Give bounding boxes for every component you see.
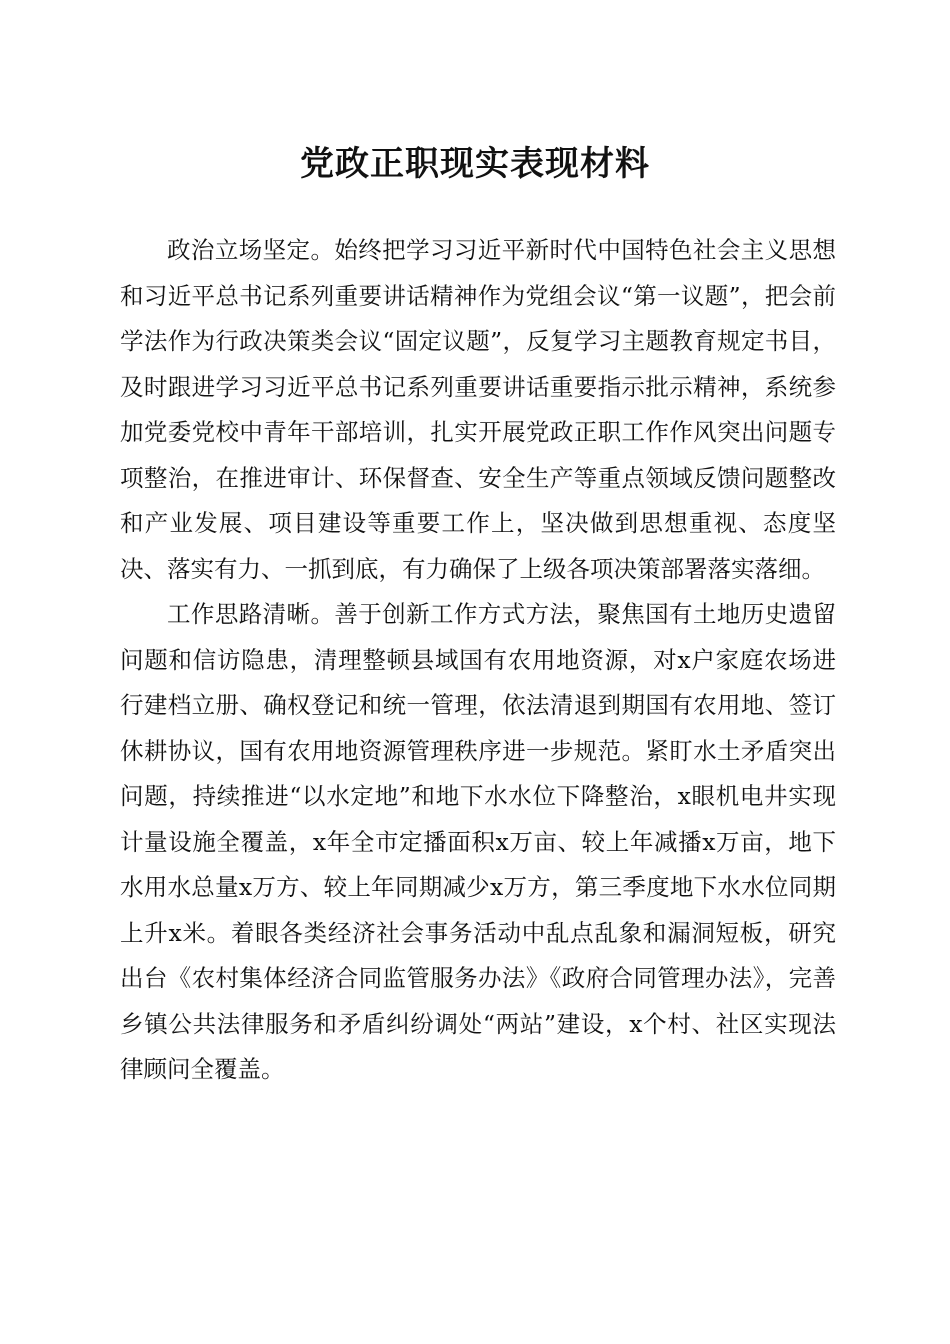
document-title: 党政正职现实表现材料 [300, 144, 650, 184]
document-body [120, 228, 836, 1093]
paragraph-work-approach: 工作思路清晰。善于创新工作方式方法，聚焦国有土地历史遗留问题和信访隐患，清理整顿县域国有农用地资源，对x户家庭农场进行建档立册、确权登记和统一管理，依法清退到期国有农用地、签订休耕协议，国有农用地资源管理秩序进一步规范。紧盯水土矛盾突出问题，持续推进“以水定地”和地下水水位下降整治，x眼机电井实现计量设施全覆盖，x年全市定播面积x万亩、较上年减播x万亩，地下水用水总量x万方、较上年同期减少x万方，第三季度地下水水位同期上升x米。着眼各类经济社会事务活动中乱点乱象和漏洞短板，研究出台《农村集体经济合同监管服务办法》《政府合同管理办法》，完善乡镇公共法律服务和矛盾纠纷调处“两站”建设，x个村、社区实现法律顾问全覆盖。 [120, 600, 836, 1083]
paragraph-political-stance: 政治立场坚定。始终把学习习近平新时代中国特色社会主义思想和习近平总书记系列重要讲话精神作为党组会议“第一议题”，把会前学法作为行政决策类会议“固定议题”，反复学习主题教育规定书目，及时跟进学习习近平总书记系列重要讲话重要指示批示精神，系统参加党委党校中青年干部培训，扎实开展党政正职工作作风突出问题专项整治，在推进审计、环保督查、安全生产等重点领域反馈问题整改和产业发展、项目建设等重要工作上，坚决做到思想重视、态度坚决、落实有力、一抓到底，有力确保了上级各项决策部署落实落细。 [120, 236, 836, 583]
